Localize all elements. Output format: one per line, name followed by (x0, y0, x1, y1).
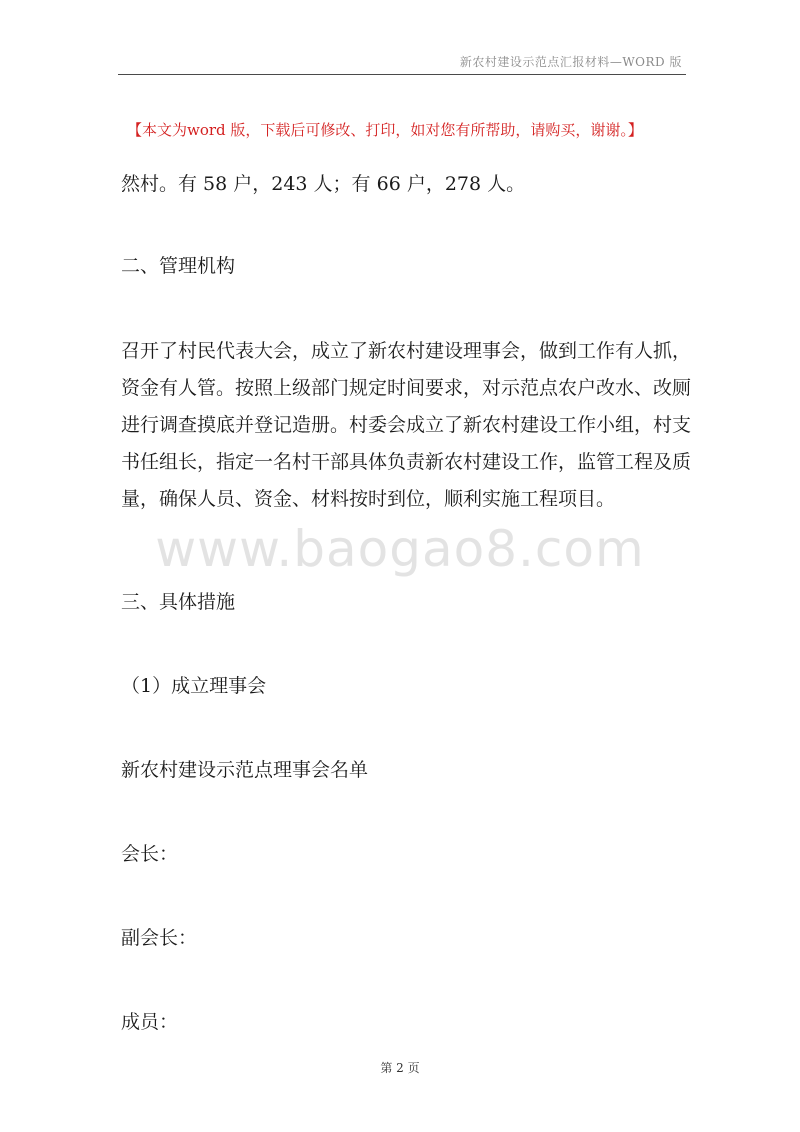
members-label: 成员： (121, 1011, 179, 1033)
paragraph-line: 召开了村民代表大会，成立了新农村建设理事会，做到工作有人抓， (121, 340, 692, 362)
council-list-title: 新农村建设示范点理事会名单 (121, 759, 369, 781)
watermark: www.baogao8.com (155, 520, 645, 578)
paragraph-line: 资金有人管。按照上级部门规定时间要求，对示范点农户改水、改厕 (121, 377, 692, 399)
subsection-heading-council: （1）成立理事会 (121, 675, 267, 697)
running-header: 新农村建设示范点汇报材料—WORD 版 (459, 55, 682, 69)
intro-paragraph: 然村。有 58 户，243 人；有 66 户，278 人。 (121, 173, 526, 195)
section-heading-management: 二、管理机构 (121, 255, 236, 277)
paragraph-line: 进行调查摸底并登记造册。村委会成立了新农村建设工作小组，村支 (121, 414, 692, 436)
paragraph-line: 量，确保人员、资金、材料按时到位，顺利实施工程项目。 (121, 488, 616, 510)
download-notice: 【本文为word 版，下载后可修改、打印，如对您有所帮助，请购买，谢谢。】 (127, 121, 643, 139)
vice-president-label: 副会长： (121, 927, 198, 949)
management-paragraph (121, 333, 692, 518)
header-divider (118, 74, 686, 75)
page-number: 第 2 页 (380, 1061, 420, 1075)
president-label: 会长： (121, 843, 179, 865)
section-heading-measures: 三、具体措施 (121, 591, 236, 613)
paragraph-line: 书任组长，指定一名村干部具体负责新农村建设工作，监管工程及质 (121, 451, 692, 473)
